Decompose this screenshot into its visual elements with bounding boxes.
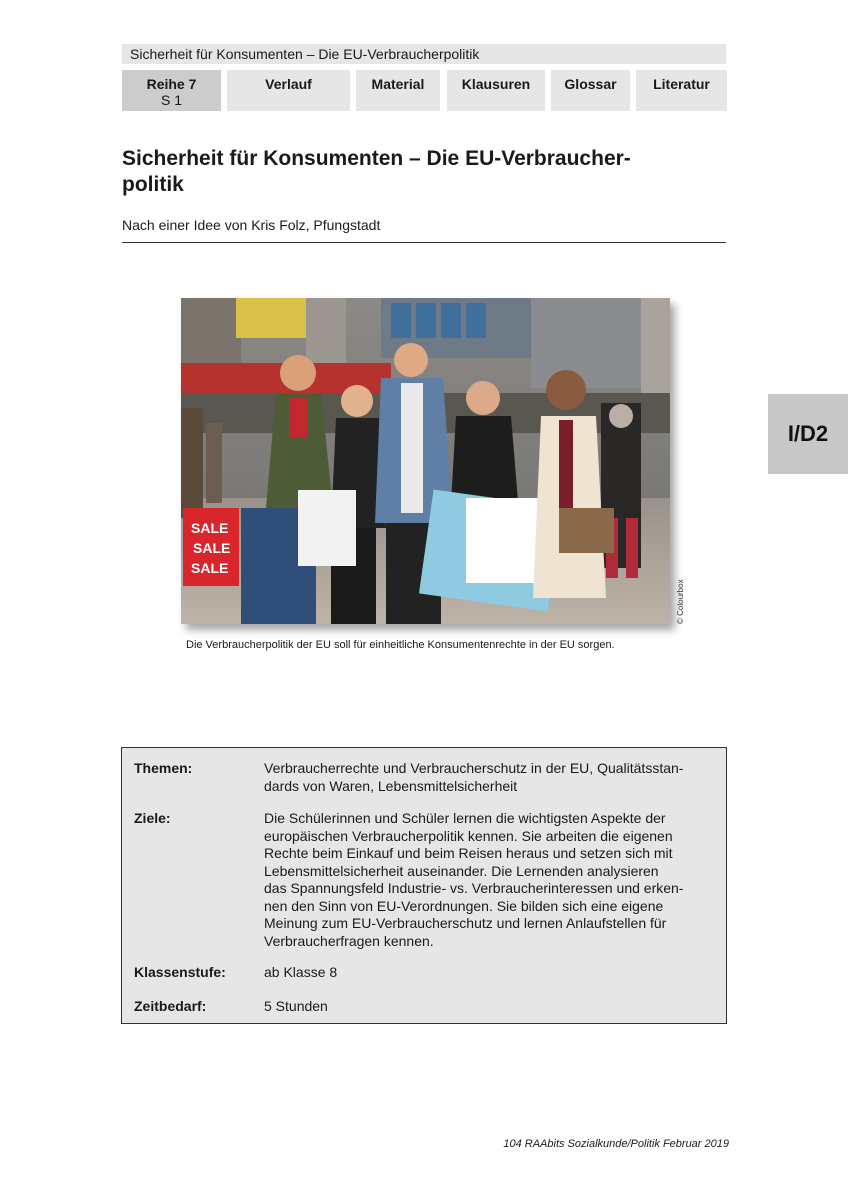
series-title-bar [122,44,726,64]
zeitbedarf-value: 5 Stunden [264,998,328,1014]
themen-label: Themen: [134,760,193,776]
section-marker: I/D2 [768,394,848,474]
author-line: Nach einer Idee von Kris Folz, Pfungstadt [122,217,381,233]
tab-reihe-sub: S 1 [160,92,182,108]
ziele-line: europäischen Verbraucherpolitik kennen. Sie arbeiten die eigenen [264,827,673,844]
bag-text-3: SALE [191,560,229,576]
themen-value [264,760,714,795]
tab-klausuren-label: Klausuren [461,76,531,92]
tab-literatur-label: Literatur [653,76,710,92]
ziele-line: das Spannungsfeld Industrie- vs. Verbraucherinteressen und erken- [264,880,684,896]
tab-literatur[interactable] [636,70,727,111]
themen-line: Verbraucherrechte und Verbraucherschutz in der EU, Qualitätsstan- [264,760,684,776]
bag-text-1: SALE [191,520,229,536]
page-title-line2: politik [122,173,184,196]
tab-klausuren[interactable] [447,70,545,111]
themen-line: dards von Waren, Lebensmittelsicherheit [264,777,518,794]
tab-glossar-label: Glossar [564,76,617,92]
ziele-line: Die Schülerinnen und Schüler lernen die wichtigsten Aspekte der [264,810,666,826]
bag-text-2: SALE [193,540,231,556]
ziele-label: Ziele: [134,810,171,826]
ziele-line: Lebensmittelsicherheit auseinander. Die Lernenden analysieren [264,862,659,879]
ziele-line: Meinung zum EU-Verbraucherschutz und lernen Anlaufstellen für [264,915,667,931]
page-title [122,146,726,198]
page-title-line1: Sicherheit für Konsumenten – Die EU-Verbraucher- [122,147,631,170]
klassenstufe-label: Klassenstufe: [134,964,226,980]
ziele-line: nen den Sinn von EU-Verordnungen. Sie bilden sich eine eigene [264,897,664,914]
tab-material-label: Material [371,76,425,92]
series-title: Sicherheit für Konsumenten – Die EU-Verbraucherpolitik [130,46,480,62]
zeitbedarf-label: Zeitbedarf: [134,998,207,1014]
photo-caption: Die Verbraucherpolitik der EU soll für einheitliche Konsumentenrechte in der EU sorgen. [186,639,615,651]
tab-reihe-label: Reihe 7 [146,76,197,92]
tab-glossar[interactable] [551,70,630,111]
tab-verlauf[interactable] [227,70,350,111]
tab-material[interactable] [356,70,440,111]
title-divider [122,242,726,243]
ziele-value [264,810,714,950]
page-footer: 104 RAAbits Sozialkunde/Politik Februar 2019 [503,1138,729,1150]
info-box [121,747,727,1024]
photo-credit: © Colourbox [676,579,685,624]
ziele-line: Verbraucherfragen kennen. [264,932,434,949]
shopping-photo-illustration [181,298,670,624]
klassenstufe-value: ab Klasse 8 [264,964,338,980]
tab-reihe[interactable] [122,70,221,111]
shopping-photo [181,298,670,624]
tab-verlauf-label: Verlauf [265,76,312,92]
ziele-line: Rechte beim Einkauf und beim Reisen heraus und setzen sich mit [264,845,673,861]
